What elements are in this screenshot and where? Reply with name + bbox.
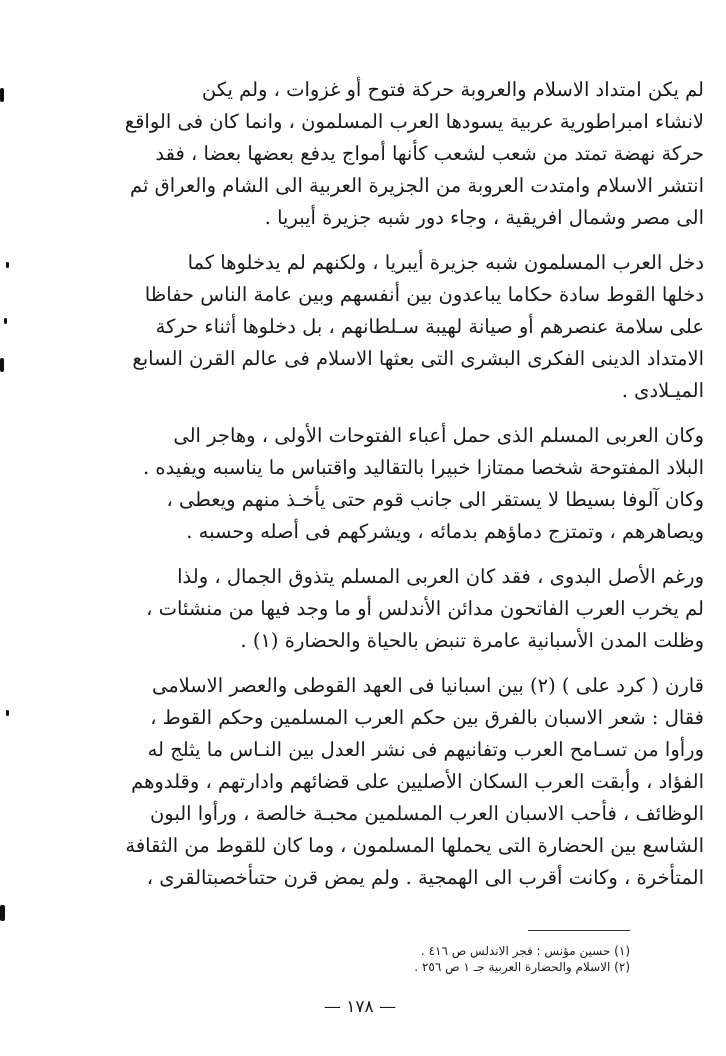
paragraph-3 (100, 420, 704, 548)
text-line: الشاسع بين الحضارة التى يحملها المسلمون ، وما كان للقوط من الثقافة (125, 834, 704, 857)
body-text (100, 74, 704, 907)
scan-mark (0, 358, 4, 372)
scan-mark (4, 318, 7, 324)
text-line: ويصاهرهم ، وتمتزج دماؤهم بدمائه ، ويشركهم فى أصله وحسبه . (186, 520, 704, 543)
text-line: قارن ( كرد على ) (٢) بين اسبانيا فى العهد القوطى والعصر الاسلامى (151, 674, 704, 697)
text-line: ورأوا من تسـامح العرب وتفانيهم فى نشر العدل بين النـاس ما يثلج له (147, 738, 704, 761)
text-line: المتأخرة ، وكانت أقرب الى الهمجية . ولم يمض قرن حتىأخصبتالقرى ، (146, 866, 704, 889)
text-line: الامتداد الدينى الفكرى البشرى التى بعثها الاسلام فى عالم القرن السابع (132, 347, 704, 370)
footnote-1: (١) حسين مؤنس : فجر الاندلس ص ٤١٦ . (420, 944, 630, 958)
text-line: الى مصر وشمال افريقية ، وجاء دور شبه جزيرة أيبريا . (264, 206, 704, 229)
text-line: وكان آلوفا بسيطا لا يستقر الى جانب قوم حتى يأخـذ منهم ويعطى ، (166, 488, 704, 511)
text-line: وكان العربى المسلم الذى حمل أعباء الفتوحات الأولى ، وهاجر الى (173, 424, 704, 447)
text-line: لم يكن امتداد الاسلام والعروبة حركة فتوح أو غزوات ، ولم يكن (201, 78, 704, 101)
scan-mark (6, 262, 9, 268)
scan-mark (0, 905, 5, 921)
text-line: الوظائف ، فأحب الاسبان العرب المسلمين محبـة خالصة ، ورأوا البون (149, 802, 704, 825)
text-line: البلاد المفتوحة شخصا ممتازا خبيرا بالتقاليد واقتباس ما يناسبه ويفيده . (143, 456, 704, 479)
text-line: ورغم الأصل البدوى ، فقد كان العربى المسلم يتذوق الجمال ، ولذا (177, 565, 704, 588)
footnote-2: (٢) الاسلام والحضارة العربية جـ ١ ص ٢٥٦ . (414, 960, 630, 974)
text-line: الفؤاد ، وأبقت العرب السكان الأصليين على قضائهم وادارتهم ، وقلدوهم (131, 770, 704, 793)
text-line: انتشر الاسلام وامتدت العروبة من الجزيرة العربية الى الشام والعراق ثم (129, 174, 704, 197)
paragraph-5 (100, 670, 704, 894)
text-line: حركة نهضة تمتد من شعب لشعب كأنها أمواج يدفع بعضها بعضا ، فقد (155, 142, 704, 165)
footnotes (290, 943, 630, 975)
footnote-divider (528, 930, 630, 931)
text-line: لم يخرب العرب الفاتحون مدائن الأندلس أو ما وجد فيها من منشئات ، (146, 597, 704, 620)
text-line: لانشاء امبراطورية عربية يسودها العرب المسلمون ، وانما كان فى الواقع (124, 110, 704, 133)
text-line: الميـلادى . (621, 379, 704, 402)
text-line: وظلت المدن الأسبانية عامرة تنبض بالحياة والحضارة (١) . (240, 629, 704, 652)
scan-mark (0, 88, 4, 102)
text-line: على سلامة عنصرهم أو صيانة لهيبة سـلطانهم ، بل دخلوها أثناء حركة (155, 315, 704, 338)
page-number: — ١٧٨ — (323, 997, 397, 1017)
paragraph-4 (100, 561, 704, 657)
text-line: دخلها القوط سادة حكاما يباعدون بين أنفسهم وبين عامة الناس حفاظا (144, 283, 704, 306)
text-line: دخل العرب المسلمون شبه جزيرة أيبريا ، ولكنهم لم يدخلوها كما (187, 251, 704, 274)
paragraph-2 (100, 247, 704, 407)
text-line: فقال : شعر الاسبان بالفرق بين حكم العرب المسلمين وحكم القوط ، (150, 706, 704, 729)
paragraph-1 (100, 74, 704, 234)
scan-mark (6, 710, 9, 716)
